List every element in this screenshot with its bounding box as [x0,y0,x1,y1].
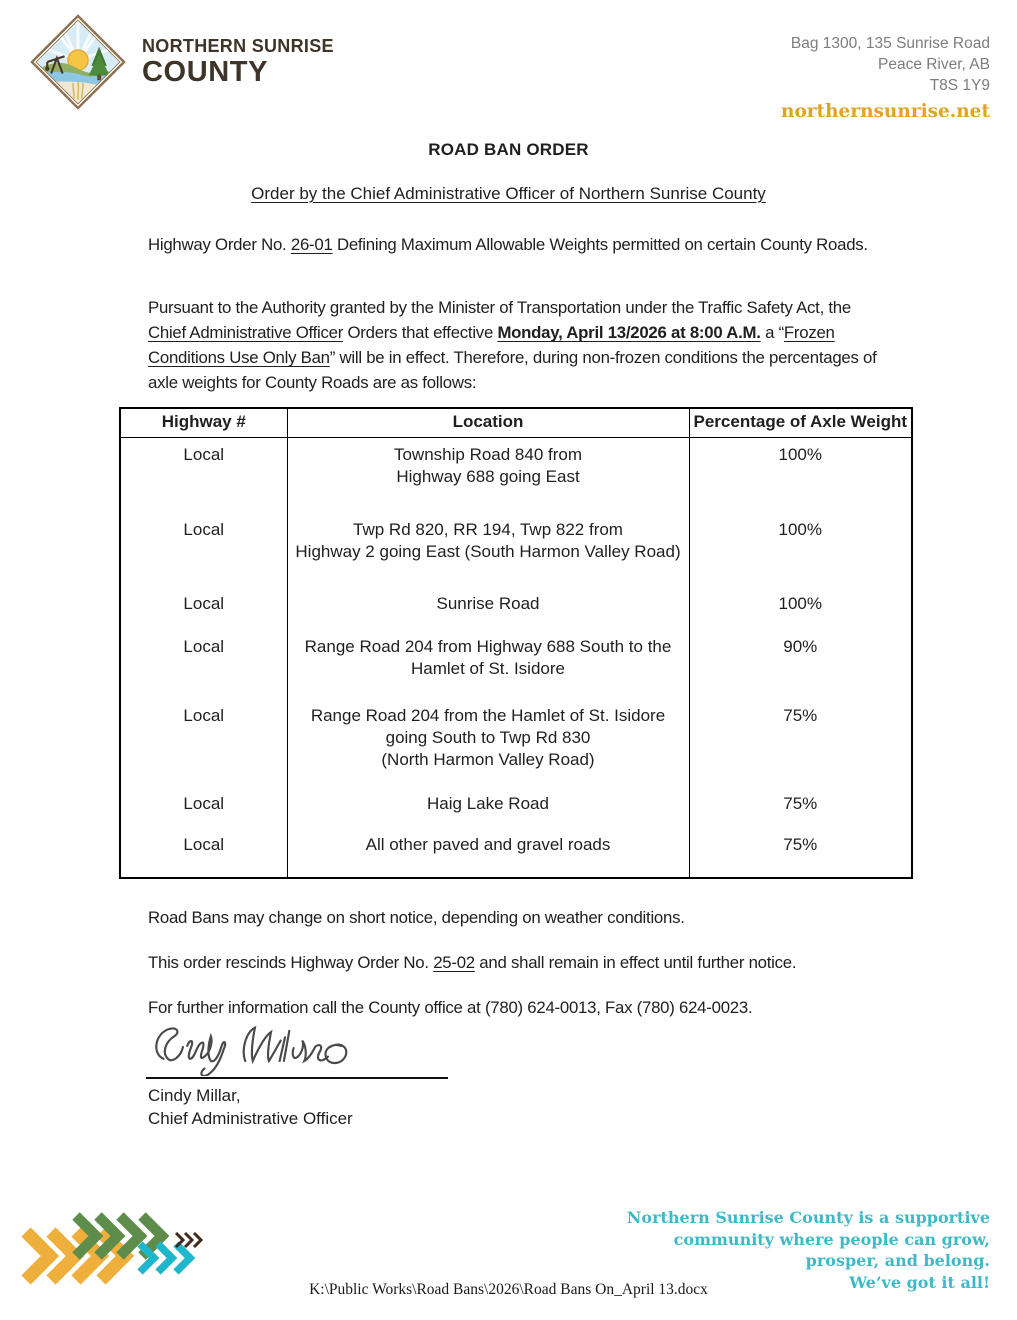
highway-cell: Local [120,437,287,509]
location-cell: Range Road 204 from Highway 688 South to the Hamlet of St. Isidore [287,622,689,689]
tagline-line: prosper, and belong. [805,1251,990,1270]
county-website-link[interactable]: northernsunrise.net [781,101,990,122]
order-number: 26-01 [290,235,333,254]
highway-cell: Local [120,777,287,822]
paragraph-weather-notice: Road Bans may change on short notice, depending on weather conditions. [148,908,685,927]
signature-image [146,1018,366,1076]
percentage-cell: 90% [689,622,912,689]
rescinded-order-number: 25-02 [433,953,475,972]
address-line1: Bag 1300, 135 Sunrise Road [790,35,990,52]
header-highway: Highway # [120,408,287,437]
percentage-cell: 100% [689,577,912,622]
highway-cell: Local [120,822,287,878]
percentage-cell: 75% [689,822,912,878]
table-row [120,822,912,878]
county-logo-icon [30,14,126,110]
paragraph-contact: For further information call the County office at (780) 624-0013, Fax (780) 624-0023. [148,998,753,1017]
logo-line1: NORTHERN SUNRISE [142,36,334,56]
percentage-cell: 100% [689,437,912,509]
table-row [120,577,912,622]
location-cell: Twp Rd 820, RR 194, Twp 822 from Highway 2 going East (South Harmon Valley Road) [287,509,689,577]
county-address [781,33,990,122]
table-row [120,622,912,689]
effective-date: Monday, April 13/2026 at 8:00 A.M. [497,323,761,342]
address-line2: Peace River, AB [877,56,990,73]
percentage-cell: 100% [689,509,912,577]
header-location: Location [287,408,689,437]
location-cell: Sunrise Road [287,577,689,622]
road-ban-table [119,407,913,879]
road-ban-table-body [120,437,912,878]
paragraph-order-number: Highway Order No. 26-01 Defining Maximum Allowable Weights permitted on certain County Roads. [148,235,868,254]
highway-cell: Local [120,577,287,622]
signatory-name: Cindy Millar, [148,1086,241,1105]
table-row [120,777,912,822]
percentage-cell: 75% [689,777,912,822]
location-cell: All other paved and gravel roads [287,822,689,878]
percentage-cell: 75% [689,689,912,777]
table-header-row [120,408,912,437]
table-row [120,689,912,777]
tagline-line: We’ve got it all! [849,1272,990,1292]
signature-line [146,1077,448,1079]
signatory-title: Chief Administrative Officer [148,1109,353,1128]
file-path: K:\Public Works\Road Bans\2026\Road Bans On_April 13.docx [309,1281,708,1298]
page-title: ROAD BAN ORDER [428,140,589,159]
header-percentage: Percentage of Axle Weight [689,408,912,437]
address-line3: T8S 1Y9 [929,77,990,94]
highway-cell: Local [120,622,287,689]
highway-cell: Local [120,689,287,777]
table-row [120,437,912,509]
tagline-line: community where people can grow, [673,1229,990,1249]
location-cell: Township Road 840 from Highway 688 going East [287,437,689,509]
county-logo-text [142,37,334,87]
highway-cell: Local [120,509,287,577]
paragraph-rescind: This order rescinds Highway Order No. 25-02 and shall remain in effect until further notice. [148,953,797,972]
signatory-block [148,1084,353,1130]
location-cell: Range Road 204 from the Hamlet of St. Isidore going South to Twp Rd 830 (North Harmon Valley Road) [287,689,689,777]
paragraph-pursuant: Pursuant to the Authority granted by the Minister of Transportation under the Traffic Safety Act, the Chief Administrative Officer Orders that effective Monday, April 13/2026 at 8:00 A.M. a “Frozen Conditions Use Only Ban” will be in effect. Therefore, during non-frozen conditions the percentages of axle weights for County Roads are as follows: [148,298,877,392]
county-logo [30,14,334,110]
logo-line2: COUNTY [142,56,269,88]
ban-name: Frozen Conditions Use Only Ban [148,323,835,367]
tagline-line: Northern Sunrise County is a supportive [626,1208,990,1227]
page-subtitle: Order by the Chief Administrative Officer of Northern Sunrise County [251,184,766,203]
table-row [120,509,912,577]
location-cell: Haig Lake Road [287,777,689,822]
